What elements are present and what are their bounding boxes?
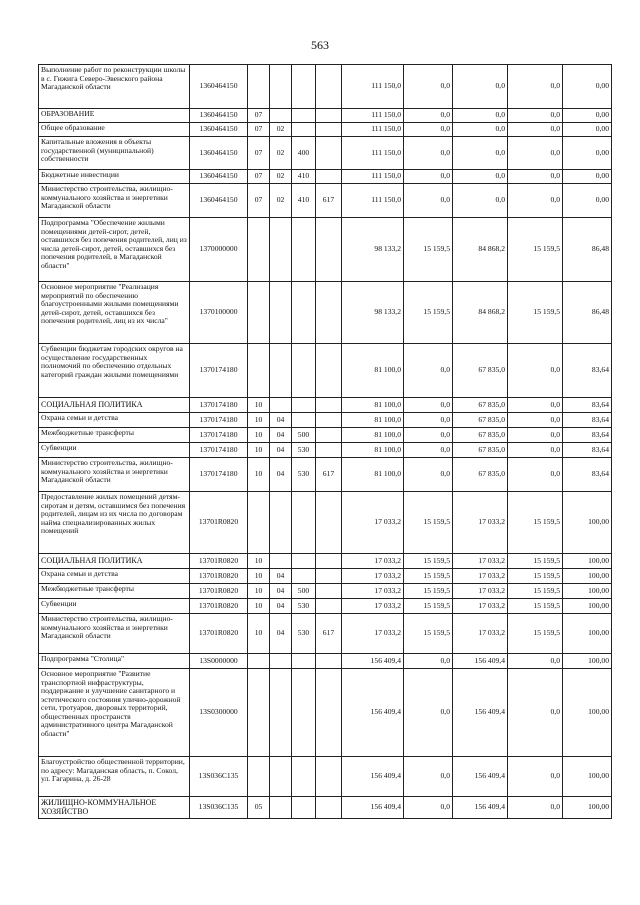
execution-percent: 100,00 — [563, 654, 612, 669]
approved-amount: 17 033,2 — [342, 492, 404, 554]
execution-percent: 100,00 — [563, 614, 612, 654]
approved-amount: 17 033,2 — [342, 614, 404, 654]
execution-percent: 100,00 — [563, 584, 612, 599]
approved-federal-amount: 15 159,5 — [404, 569, 453, 584]
expense-type-code: 410 — [292, 170, 316, 184]
expense-type-code — [292, 282, 316, 344]
ministry-code — [316, 599, 342, 614]
table-row — [39, 458, 612, 492]
subsection-code: 04 — [270, 614, 292, 654]
table-row — [39, 669, 612, 757]
approved-federal-amount: 0,0 — [404, 443, 453, 458]
ministry-code — [316, 344, 342, 398]
subsection-code — [270, 218, 292, 282]
ministry-code — [316, 797, 342, 819]
executed-amount: 17 033,2 — [453, 614, 508, 654]
approved-amount: 156 409,4 — [342, 669, 404, 757]
section-code: 10 — [248, 614, 270, 654]
budget-table — [38, 64, 612, 819]
ministry-code — [316, 65, 342, 109]
approved-amount: 111 150,0 — [342, 109, 404, 123]
row-name: Благоустройство общественной территории, по адресу: Магаданская область, п. Сокол, ул. Гагарина, д. 26-28 — [39, 757, 190, 797]
section-code — [248, 757, 270, 797]
executed-federal-amount: 0,0 — [508, 65, 563, 109]
subsection-code: 04 — [270, 569, 292, 584]
approved-federal-amount: 0,0 — [404, 123, 453, 137]
approved-federal-amount: 0,0 — [404, 398, 453, 413]
executed-federal-amount: 0,0 — [508, 413, 563, 428]
expense-type-code: 530 — [292, 614, 316, 654]
table-row — [39, 443, 612, 458]
subsection-code — [270, 757, 292, 797]
executed-federal-amount: 0,0 — [508, 344, 563, 398]
executed-federal-amount: 15 159,5 — [508, 492, 563, 554]
executed-federal-amount: 0,0 — [508, 654, 563, 669]
expense-type-code — [292, 413, 316, 428]
executed-amount: 156 409,4 — [453, 654, 508, 669]
executed-amount: 0,0 — [453, 65, 508, 109]
approved-federal-amount: 15 159,5 — [404, 614, 453, 654]
table-row — [39, 757, 612, 797]
row-name: Субвенции — [39, 599, 190, 614]
table-row — [39, 584, 612, 599]
table-row — [39, 654, 612, 669]
executed-federal-amount: 0,0 — [508, 458, 563, 492]
expense-type-code — [292, 65, 316, 109]
ministry-code — [316, 282, 342, 344]
target-item-code: 13701R0820 — [190, 599, 248, 614]
ministry-code — [316, 443, 342, 458]
executed-federal-amount: 0,0 — [508, 123, 563, 137]
section-code — [248, 218, 270, 282]
section-code: 10 — [248, 554, 270, 569]
executed-amount: 84 868,2 — [453, 218, 508, 282]
table-row — [39, 554, 612, 569]
expense-type-code: 500 — [292, 584, 316, 599]
approved-amount: 17 033,2 — [342, 584, 404, 599]
execution-percent: 100,00 — [563, 797, 612, 819]
target-item-code: 1360464150 — [190, 65, 248, 109]
section-code — [248, 669, 270, 757]
executed-amount: 67 835,0 — [453, 443, 508, 458]
approved-federal-amount: 15 159,5 — [404, 492, 453, 554]
executed-amount: 84 868,2 — [453, 282, 508, 344]
section-code: 10 — [248, 458, 270, 492]
executed-amount: 156 409,4 — [453, 669, 508, 757]
expense-type-code — [292, 797, 316, 819]
ministry-code — [316, 109, 342, 123]
execution-percent: 86,48 — [563, 282, 612, 344]
executed-amount: 0,0 — [453, 137, 508, 170]
execution-percent: 100,00 — [563, 669, 612, 757]
expense-type-code: 500 — [292, 428, 316, 443]
table-row — [39, 184, 612, 218]
table-row — [39, 282, 612, 344]
row-name: Министерство строительства, жилищно-коммунального хозяйства и энергетики Магаданской области — [39, 614, 190, 654]
subsection-code — [270, 797, 292, 819]
approved-amount: 98 133,2 — [342, 218, 404, 282]
subsection-code — [270, 669, 292, 757]
ministry-code — [316, 123, 342, 137]
target-item-code: 1360464150 — [190, 123, 248, 137]
approved-amount: 81 100,0 — [342, 428, 404, 443]
expense-type-code — [292, 654, 316, 669]
approved-amount: 111 150,0 — [342, 170, 404, 184]
row-name: Подпрограмма "Столица" — [39, 654, 190, 669]
executed-amount: 67 835,0 — [453, 458, 508, 492]
executed-federal-amount: 0,0 — [508, 109, 563, 123]
executed-federal-amount: 15 159,5 — [508, 282, 563, 344]
section-code: 07 — [248, 109, 270, 123]
expense-type-code: 530 — [292, 599, 316, 614]
target-item-code: 1370174180 — [190, 398, 248, 413]
section-code — [248, 492, 270, 554]
approved-federal-amount: 15 159,5 — [404, 218, 453, 282]
execution-percent: 86,48 — [563, 218, 612, 282]
expense-type-code — [292, 344, 316, 398]
ministry-code: 617 — [316, 458, 342, 492]
section-code: 10 — [248, 569, 270, 584]
table-row — [39, 599, 612, 614]
executed-federal-amount: 15 159,5 — [508, 599, 563, 614]
approved-federal-amount: 0,0 — [404, 344, 453, 398]
approved-amount: 98 133,2 — [342, 282, 404, 344]
row-name: Выполнение работ по реконструкции школы в с. Гижига Северо-Эвенского района Магаданской области — [39, 65, 190, 109]
section-code: 10 — [248, 428, 270, 443]
execution-percent: 100,00 — [563, 492, 612, 554]
executed-amount: 17 033,2 — [453, 584, 508, 599]
approved-amount: 81 100,0 — [342, 413, 404, 428]
target-item-code: 13701R0820 — [190, 492, 248, 554]
expense-type-code: 400 — [292, 137, 316, 170]
target-item-code: 1360464150 — [190, 184, 248, 218]
section-code — [248, 282, 270, 344]
expense-type-code — [292, 492, 316, 554]
subsection-code: 04 — [270, 584, 292, 599]
target-item-code: 1360464150 — [190, 109, 248, 123]
section-code: 10 — [248, 599, 270, 614]
executed-federal-amount: 15 159,5 — [508, 584, 563, 599]
executed-federal-amount: 0,0 — [508, 184, 563, 218]
approved-amount: 81 100,0 — [342, 398, 404, 413]
row-name: Основное мероприятие "Развитие транспортной инфраструктуры, поддержание и улучшение санитарного и эстетического состояния улично-дорожной сети, тротуаров, дворовых территорий, общественных пространств административного центра Магаданской области" — [39, 669, 190, 757]
section-code — [248, 344, 270, 398]
row-name: Подпрограмма "Обеспечение жилыми помещениями детей-сирот, детей, оставшихся без попечения родителей, лиц из числа детей-сирот, детей, оставшихся без попечения родителей, в Магаданской области" — [39, 218, 190, 282]
row-name: Охрана семьи и детства — [39, 569, 190, 584]
target-item-code: 13S036C135 — [190, 757, 248, 797]
approved-federal-amount: 0,0 — [404, 184, 453, 218]
expense-type-code — [292, 569, 316, 584]
ministry-code — [316, 669, 342, 757]
approved-federal-amount: 0,0 — [404, 65, 453, 109]
executed-amount: 67 835,0 — [453, 398, 508, 413]
execution-percent: 100,00 — [563, 757, 612, 797]
executed-amount: 17 033,2 — [453, 599, 508, 614]
approved-amount: 17 033,2 — [342, 569, 404, 584]
approved-federal-amount: 0,0 — [404, 458, 453, 492]
execution-percent: 83,64 — [563, 428, 612, 443]
row-name: ЖИЛИЩНО-КОММУНАЛЬНОЕ ХОЗЯЙСТВО — [39, 797, 190, 819]
section-code: 10 — [248, 398, 270, 413]
subsection-code: 04 — [270, 413, 292, 428]
executed-federal-amount: 15 159,5 — [508, 218, 563, 282]
approved-federal-amount: 0,0 — [404, 109, 453, 123]
approved-amount: 156 409,4 — [342, 654, 404, 669]
approved-amount: 81 100,0 — [342, 344, 404, 398]
expense-type-code — [292, 398, 316, 413]
expense-type-code — [292, 554, 316, 569]
execution-percent: 83,64 — [563, 413, 612, 428]
subsection-code: 02 — [270, 137, 292, 170]
expense-type-code — [292, 109, 316, 123]
table-row — [39, 170, 612, 184]
expense-type-code — [292, 218, 316, 282]
table-row — [39, 797, 612, 819]
ministry-code — [316, 398, 342, 413]
expense-type-code: 410 — [292, 184, 316, 218]
executed-amount: 17 033,2 — [453, 569, 508, 584]
target-item-code: 1370174180 — [190, 428, 248, 443]
expense-type-code: 530 — [292, 443, 316, 458]
ministry-code: 617 — [316, 614, 342, 654]
table-row — [39, 109, 612, 123]
execution-percent: 83,64 — [563, 344, 612, 398]
section-code — [248, 65, 270, 109]
approved-amount: 81 100,0 — [342, 458, 404, 492]
executed-amount: 67 835,0 — [453, 413, 508, 428]
target-item-code: 1360464150 — [190, 137, 248, 170]
target-item-code: 1370174180 — [190, 443, 248, 458]
section-code: 07 — [248, 170, 270, 184]
section-code: 07 — [248, 137, 270, 170]
executed-amount: 156 409,4 — [453, 757, 508, 797]
row-name: Министерство строительства, жилищно-коммунального хозяйства и энергетики Магаданской области — [39, 458, 190, 492]
expense-type-code — [292, 123, 316, 137]
executed-federal-amount: 0,0 — [508, 669, 563, 757]
row-name: СОЦИАЛЬНАЯ ПОЛИТИКА — [39, 554, 190, 569]
target-item-code: 13701R0820 — [190, 614, 248, 654]
execution-percent: 0,00 — [563, 65, 612, 109]
subsection-code — [270, 398, 292, 413]
row-name: Основное мероприятие "Реализация мероприятий по обеспечению благоустроенными жилыми помещениями детей-сирот, детей, оставшихся без попечения родителей, лиц из их числа" — [39, 282, 190, 344]
executed-federal-amount: 0,0 — [508, 170, 563, 184]
row-name: Субвенции бюджетам городских округов на осуществление государственных полномочий по обеспечению отдельных категорий граждан жилыми помещениями — [39, 344, 190, 398]
section-code — [248, 654, 270, 669]
execution-percent: 100,00 — [563, 599, 612, 614]
table-row — [39, 569, 612, 584]
subsection-code: 04 — [270, 458, 292, 492]
target-item-code: 13701R0820 — [190, 569, 248, 584]
table-row — [39, 344, 612, 398]
ministry-code — [316, 218, 342, 282]
execution-percent: 83,64 — [563, 458, 612, 492]
target-item-code: 1370000000 — [190, 218, 248, 282]
subsection-code: 04 — [270, 599, 292, 614]
row-name: СОЦИАЛЬНАЯ ПОЛИТИКА — [39, 398, 190, 413]
row-name: Министерство строительства, жилищно-коммунального хозяйства и энергетики Магаданской области — [39, 184, 190, 218]
section-code: 10 — [248, 443, 270, 458]
subsection-code: 04 — [270, 443, 292, 458]
subsection-code: 02 — [270, 184, 292, 218]
row-name: Субвенции — [39, 443, 190, 458]
execution-percent: 0,00 — [563, 170, 612, 184]
ministry-code — [316, 569, 342, 584]
execution-percent: 100,00 — [563, 554, 612, 569]
table-row — [39, 413, 612, 428]
section-code: 10 — [248, 584, 270, 599]
execution-percent: 100,00 — [563, 569, 612, 584]
row-name: Предоставление жилых помещений детям-сиротам и детям, оставшимся без попечения родителей, лицам из их числа по договорам найма специализированных жилых помещений — [39, 492, 190, 554]
approved-federal-amount: 0,0 — [404, 669, 453, 757]
approved-amount: 156 409,4 — [342, 797, 404, 819]
table-row — [39, 428, 612, 443]
section-code: 07 — [248, 184, 270, 218]
executed-federal-amount: 15 159,5 — [508, 569, 563, 584]
ministry-code — [316, 170, 342, 184]
executed-federal-amount: 0,0 — [508, 443, 563, 458]
approved-amount: 17 033,2 — [342, 554, 404, 569]
approved-federal-amount: 0,0 — [404, 757, 453, 797]
execution-percent: 83,64 — [563, 443, 612, 458]
subsection-code: 02 — [270, 170, 292, 184]
ministry-code — [316, 413, 342, 428]
row-name: Межбюджетные трансферты — [39, 584, 190, 599]
subsection-code — [270, 282, 292, 344]
approved-amount: 81 100,0 — [342, 443, 404, 458]
ministry-code — [316, 428, 342, 443]
target-item-code: 13S036C135 — [190, 797, 248, 819]
subsection-code — [270, 65, 292, 109]
row-name: Межбюджетные трансферты — [39, 428, 190, 443]
executed-amount: 0,0 — [453, 170, 508, 184]
table-row — [39, 123, 612, 137]
subsection-code — [270, 492, 292, 554]
table-row — [39, 492, 612, 554]
executed-federal-amount: 0,0 — [508, 797, 563, 819]
approved-federal-amount: 15 159,5 — [404, 554, 453, 569]
target-item-code: 13701R0820 — [190, 554, 248, 569]
section-code: 05 — [248, 797, 270, 819]
subsection-code: 02 — [270, 123, 292, 137]
target-item-code: 1370174180 — [190, 458, 248, 492]
executed-amount: 0,0 — [453, 109, 508, 123]
approved-amount: 111 150,0 — [342, 184, 404, 218]
approved-federal-amount: 0,0 — [404, 428, 453, 443]
executed-amount: 156 409,4 — [453, 797, 508, 819]
executed-amount: 67 835,0 — [453, 344, 508, 398]
section-code: 07 — [248, 123, 270, 137]
target-item-code: 13S0300000 — [190, 669, 248, 757]
executed-amount: 17 033,2 — [453, 554, 508, 569]
execution-percent: 0,00 — [563, 184, 612, 218]
subsection-code — [270, 654, 292, 669]
subsection-code: 04 — [270, 428, 292, 443]
table-row — [39, 218, 612, 282]
row-name: Охрана семьи и детства — [39, 413, 190, 428]
subsection-code — [270, 344, 292, 398]
target-item-code: 13S0000000 — [190, 654, 248, 669]
ministry-code — [316, 654, 342, 669]
ministry-code — [316, 137, 342, 170]
target-item-code: 1370174180 — [190, 344, 248, 398]
executed-federal-amount: 0,0 — [508, 757, 563, 797]
row-name: Бюджетные инвестиции — [39, 170, 190, 184]
target-item-code: 13701R0820 — [190, 584, 248, 599]
executed-amount: 67 835,0 — [453, 428, 508, 443]
expense-type-code — [292, 757, 316, 797]
execution-percent: 0,00 — [563, 109, 612, 123]
subsection-code — [270, 554, 292, 569]
target-item-code: 1370100000 — [190, 282, 248, 344]
ministry-code: 617 — [316, 184, 342, 218]
table-row — [39, 398, 612, 413]
executed-federal-amount: 0,0 — [508, 137, 563, 170]
approved-federal-amount: 0,0 — [404, 170, 453, 184]
approved-amount: 111 150,0 — [342, 65, 404, 109]
target-item-code: 1360464150 — [190, 170, 248, 184]
executed-amount: 17 033,2 — [453, 492, 508, 554]
execution-percent: 83,64 — [563, 398, 612, 413]
row-name: Общее образование — [39, 123, 190, 137]
ministry-code — [316, 584, 342, 599]
row-name: ОБРАЗОВАНИЕ — [39, 109, 190, 123]
table-row — [39, 137, 612, 170]
executed-amount: 0,0 — [453, 184, 508, 218]
approved-federal-amount: 0,0 — [404, 413, 453, 428]
subsection-code — [270, 109, 292, 123]
row-name: Капитальные вложения в объекты государственной (муниципальной) собственности — [39, 137, 190, 170]
expense-type-code: 530 — [292, 458, 316, 492]
executed-federal-amount: 0,0 — [508, 398, 563, 413]
ministry-code — [316, 554, 342, 569]
target-item-code: 1370174180 — [190, 413, 248, 428]
approved-federal-amount: 0,0 — [404, 137, 453, 170]
executed-federal-amount: 15 159,5 — [508, 614, 563, 654]
approved-amount: 17 033,2 — [342, 599, 404, 614]
page-number: 563 — [311, 38, 329, 52]
table-row — [39, 65, 612, 109]
approved-federal-amount: 15 159,5 — [404, 599, 453, 614]
ministry-code — [316, 757, 342, 797]
approved-federal-amount: 15 159,5 — [404, 282, 453, 344]
section-code: 10 — [248, 413, 270, 428]
table-row — [39, 614, 612, 654]
approved-amount: 111 150,0 — [342, 123, 404, 137]
execution-percent: 0,00 — [563, 137, 612, 170]
expense-type-code — [292, 669, 316, 757]
execution-percent: 0,00 — [563, 123, 612, 137]
approved-federal-amount: 0,0 — [404, 654, 453, 669]
executed-amount: 0,0 — [453, 123, 508, 137]
executed-federal-amount: 0,0 — [508, 428, 563, 443]
approved-federal-amount: 0,0 — [404, 797, 453, 819]
table-body — [39, 65, 612, 819]
approved-federal-amount: 15 159,5 — [404, 584, 453, 599]
executed-federal-amount: 15 159,5 — [508, 554, 563, 569]
approved-amount: 111 150,0 — [342, 137, 404, 170]
approved-amount: 156 409,4 — [342, 757, 404, 797]
ministry-code — [316, 492, 342, 554]
